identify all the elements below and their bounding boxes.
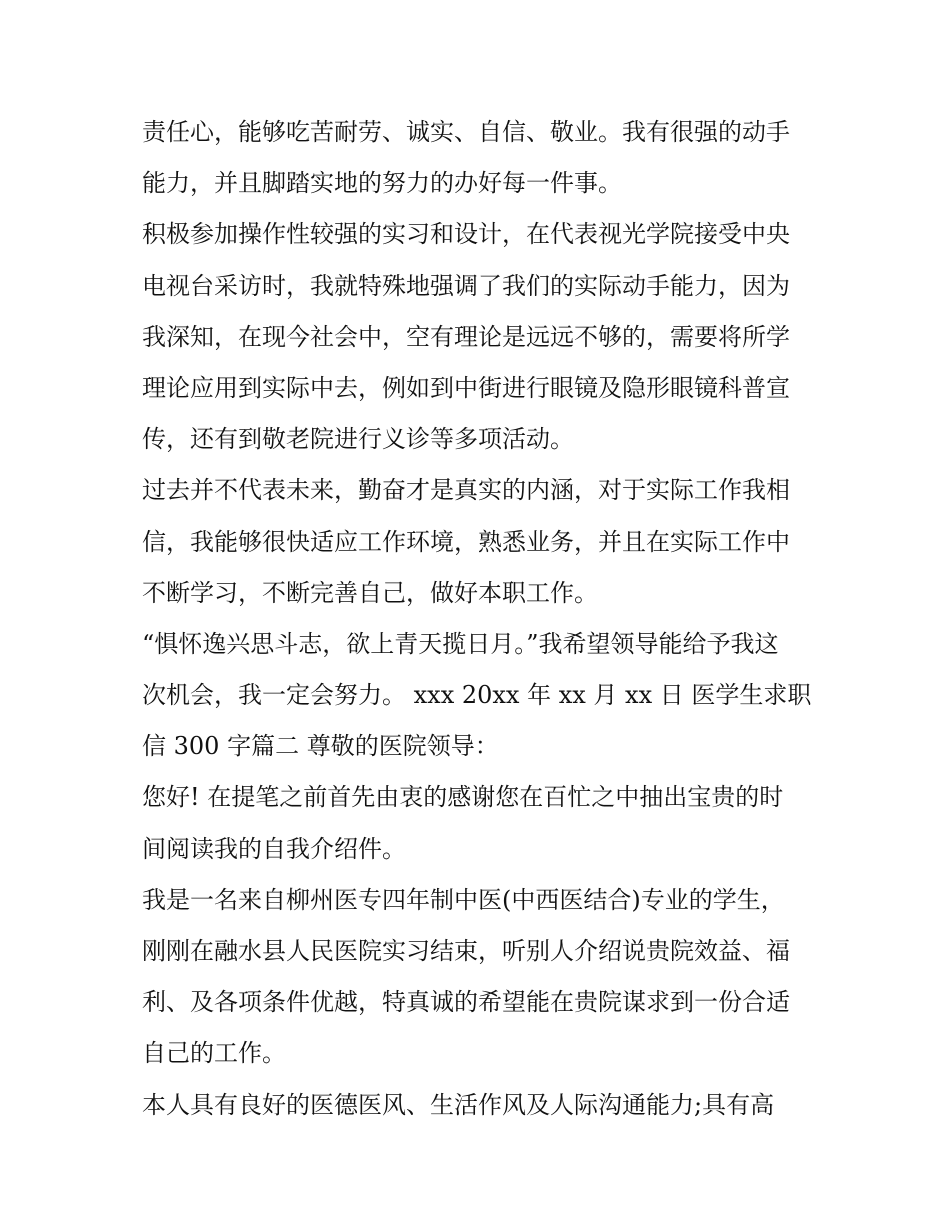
text-line: 理论应用到实际中去，例如到中街进行眼镜及隐形眼镜科普宣: [142, 373, 790, 402]
text-line: 过去并不代表未来，勤奋才是真实的内涵，对于实际工作我相: [142, 476, 790, 505]
text-line: 不断学习，不断完善自己，做好本职工作。: [142, 578, 598, 607]
text-line: 信 300 字篇二 尊敬的医院领导：: [142, 732, 499, 761]
text-line: 电视台采访时，我就特殊地强调了我们的实际动手能力，因为: [142, 271, 790, 300]
text-line: 间阅读我的自我介绍件。: [142, 834, 406, 863]
text-line: 积极参加操作性较强的实习和设计，在代表视光学院接受中央: [142, 220, 790, 249]
text-line: 您好! 在提笔之前首先由衷的感谢您在百忙之中抽出宝贵的时: [142, 783, 784, 812]
text-line: “惧怀逸兴思斗志，欲上青天揽日月。”我希望领导能给予我这: [142, 629, 779, 658]
text-line: 刚刚在融水县人民医院实习结束，听别人介绍说贵院效益、福: [142, 937, 790, 965]
text-line: 信，我能够很快适应工作环境，熟悉业务，并且在实际工作中: [142, 527, 790, 556]
letter-body: [142, 107, 818, 1131]
text-line: 自己的工作。: [142, 1039, 286, 1068]
text-line: 我是一名来自柳州医专四年制中医(中西医结合)专业的学生，: [142, 885, 785, 914]
text-line: 传，还有到敬老院进行义诊等多项活动。: [142, 425, 574, 454]
text-line: 本人具有良好的医德医风、生活作风及人际沟通能力;具有高: [142, 1090, 775, 1119]
text-line: 我深知，在现今社会中，空有理论是远远不够的，需要将所学: [142, 322, 790, 351]
text-line: 利、及各项条件优越，特真诚的希望能在贵院谋求到一份合适: [142, 988, 790, 1017]
text-line: 能力，并且脚踏实地的努力的办好每一件事。: [142, 169, 622, 198]
text-line: 责任心，能够吃苦耐劳、诚实、自信、敬业。我有很强的动手: [142, 118, 790, 146]
text-line: 次机会，我一定会努力。 xxx 20xx 年 xx 月 xx 日 医学生求职: [142, 681, 812, 710]
